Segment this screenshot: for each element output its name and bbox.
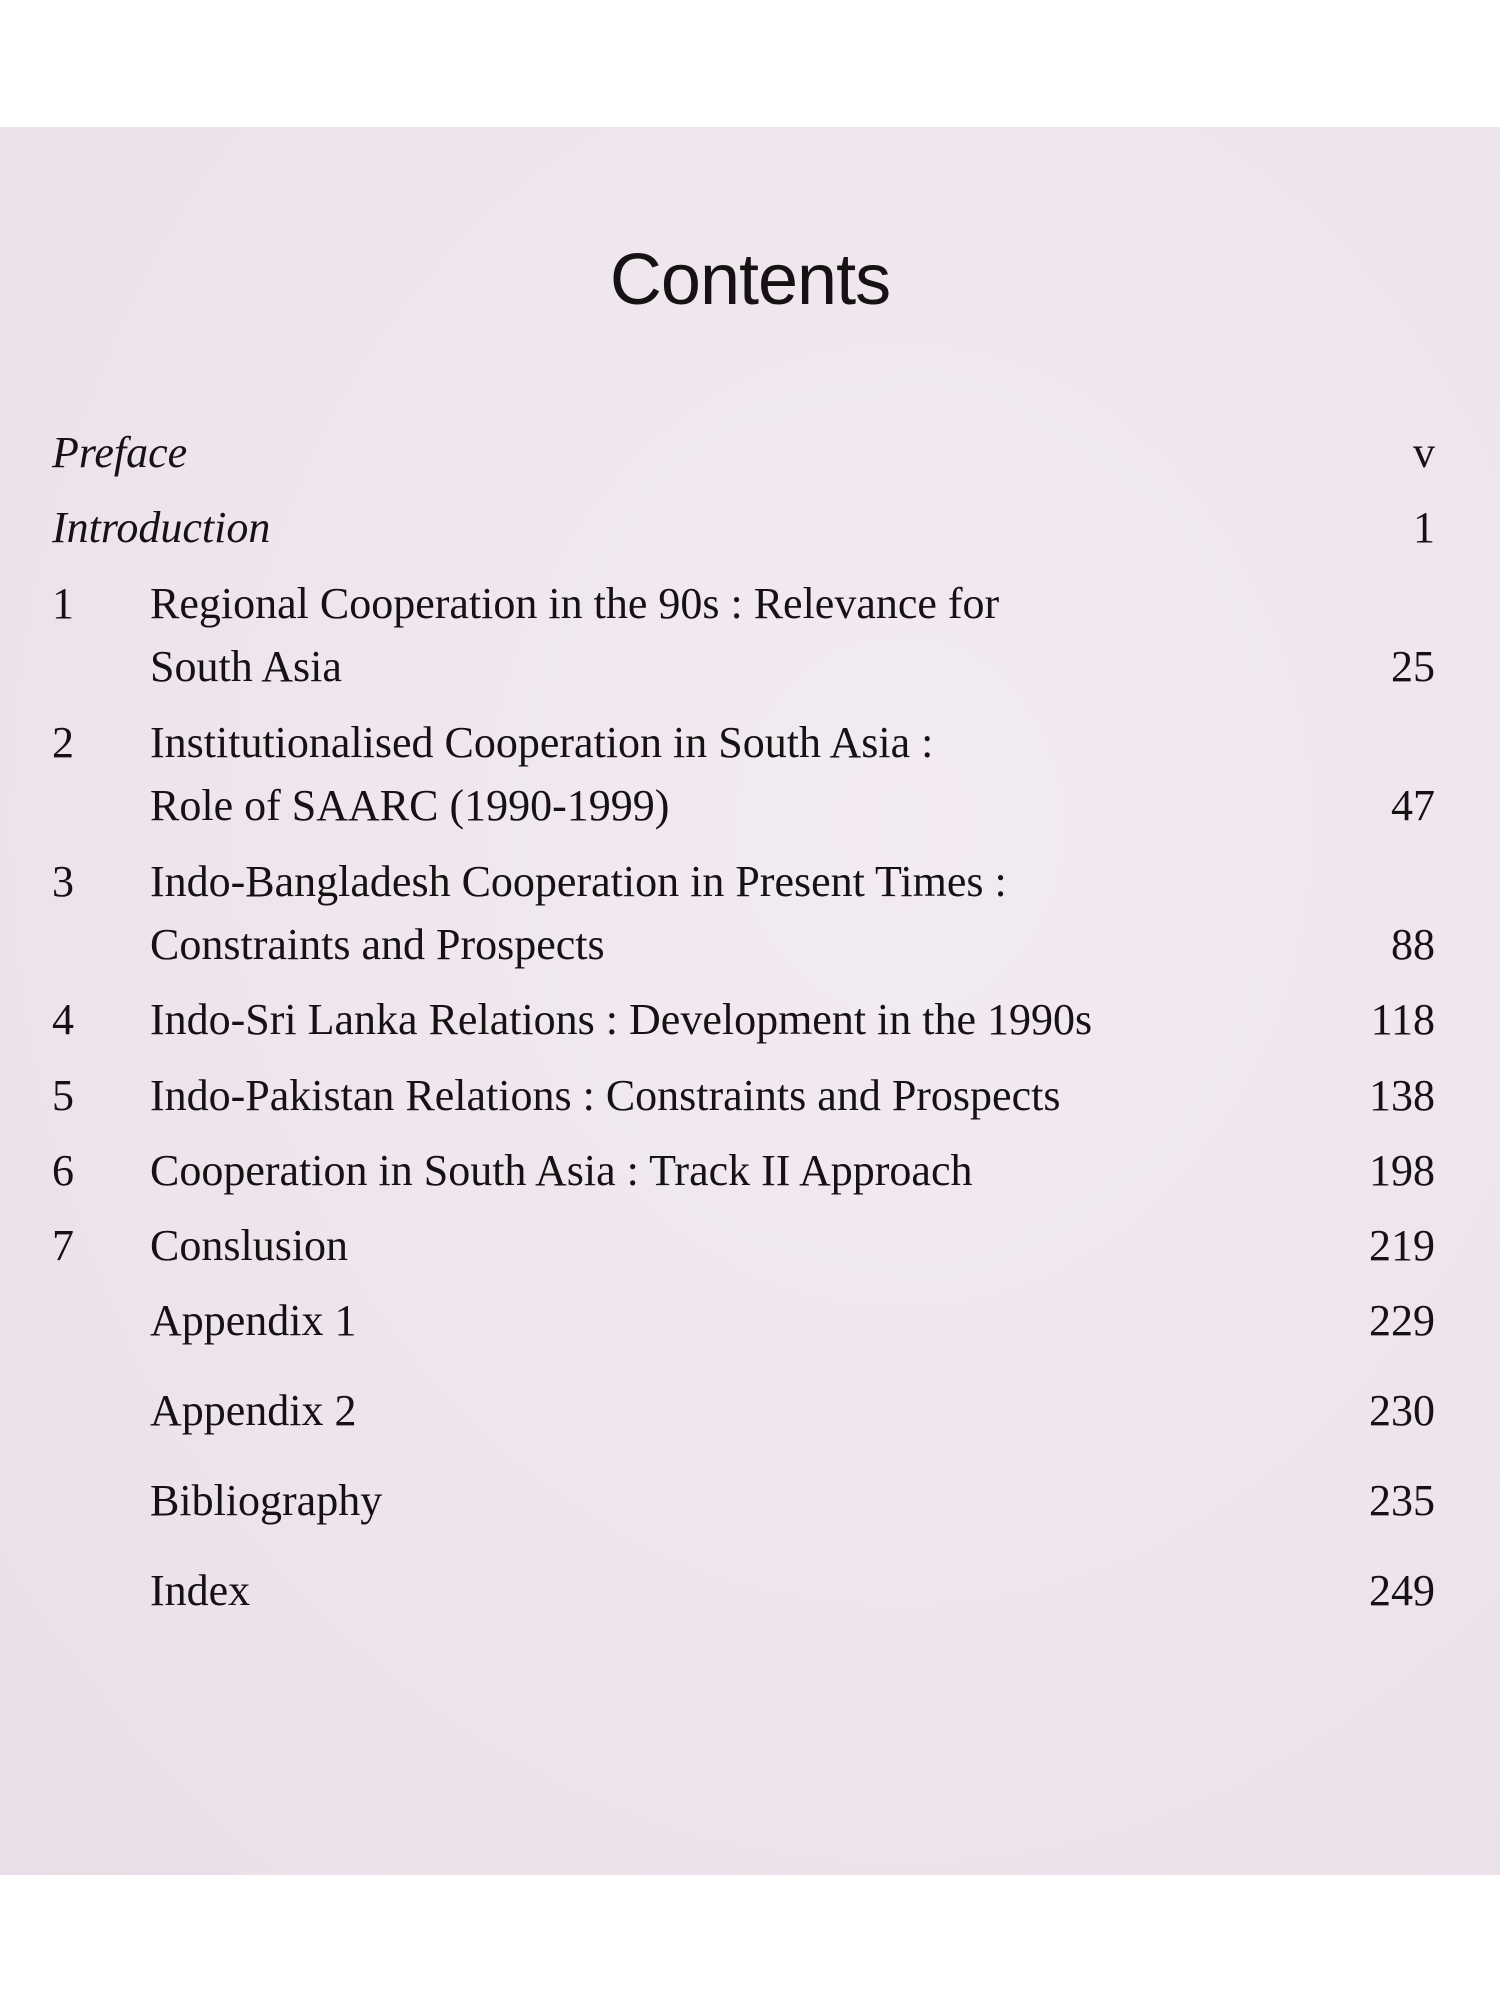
toc-entry-label: Institutionalised Cooperation in South Asia : — [150, 718, 934, 767]
toc-entry-label: Introduction — [52, 503, 271, 552]
toc-entry-page: 198 — [1369, 1146, 1435, 1195]
chapter-number: 6 — [52, 1146, 74, 1195]
toc-entry-page: 88 — [1391, 920, 1435, 969]
toc-entry-label: Preface — [52, 428, 188, 477]
toc-entry-page: 138 — [1369, 1071, 1435, 1120]
toc-entry-label: Bibliography — [150, 1476, 383, 1525]
chapter-number: 7 — [52, 1221, 74, 1270]
toc-entry-label-cont: South Asia — [150, 642, 342, 691]
chapter-number: 2 — [52, 718, 74, 767]
toc-entry-label: Conslusion — [150, 1221, 349, 1270]
toc-entry-page: 229 — [1369, 1296, 1435, 1345]
toc-entry-label: Indo-Bangladesh Cooperation in Present Times : — [150, 857, 1007, 906]
toc-entry-label-cont: Role of SAARC (1990-1999) — [150, 781, 670, 830]
chapter-number: 1 — [52, 579, 74, 628]
toc-entry-label: Indo-Pakistan Relations : Constraints and Prospects — [150, 1071, 1061, 1120]
chapter-number: 5 — [52, 1071, 74, 1120]
toc-entry-label: Appendix 1 — [150, 1296, 357, 1345]
toc-entry-page: 118 — [1370, 995, 1435, 1044]
chapter-number: 4 — [52, 995, 74, 1044]
toc-entry-label: Regional Cooperation in the 90s : Relevance for — [150, 579, 1000, 628]
toc-entry-page: 219 — [1369, 1221, 1435, 1270]
toc-entry-page: 25 — [1391, 642, 1435, 691]
toc-entry-page: 249 — [1369, 1566, 1435, 1615]
toc-entry-label-cont: Constraints and Prospects — [150, 920, 605, 969]
toc-entry-page: 1 — [1413, 503, 1435, 552]
toc-entry-page: 230 — [1369, 1386, 1435, 1435]
toc-entry-label: Index — [150, 1566, 251, 1615]
toc-entry-page: 47 — [1391, 781, 1435, 830]
toc-entry-label: Cooperation in South Asia : Track II Approach — [150, 1146, 973, 1195]
toc-entry-page: 235 — [1369, 1476, 1435, 1525]
page-title: Contents — [609, 240, 891, 320]
toc-entry-page: v — [1413, 428, 1435, 477]
toc-entry-label: Indo-Sri Lanka Relations : Development in the 1990s — [150, 995, 1093, 1044]
toc-entry-label: Appendix 2 — [150, 1386, 357, 1435]
chapter-number: 3 — [52, 857, 74, 906]
